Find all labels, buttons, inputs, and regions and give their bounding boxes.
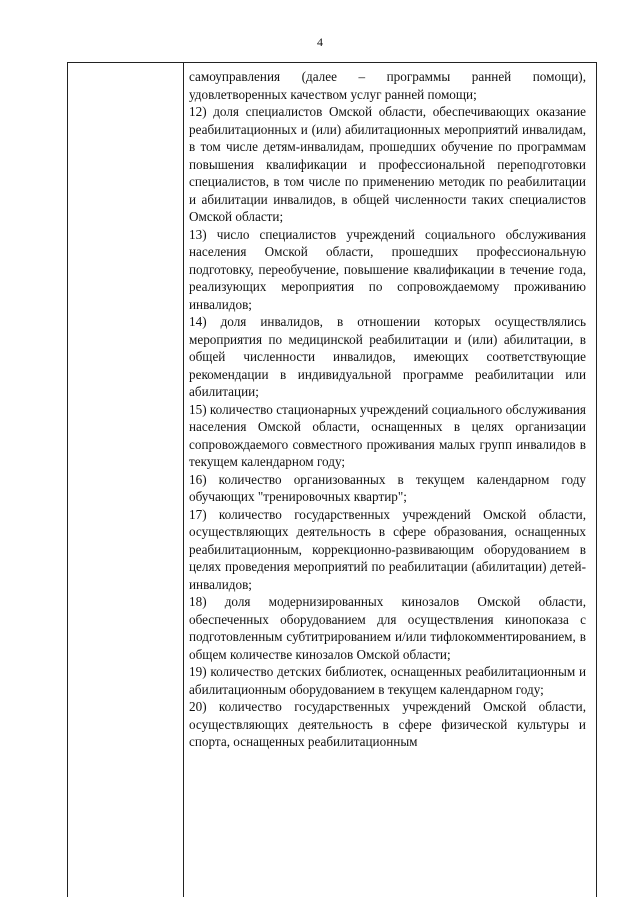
paragraph: 12) доля специалистов Омской области, обеспечивающих оказание реабилитационных и (или) абилитационных мероприятий инвалидам, в том числе детям-инвалидам, прошедших обучение по программам повышения квалификации и профессиональной переподготовки специалистов, в том числе по применению методик по реабилитации и абилитации инвалидов, в общей численности таких специалистов Омской области; — [189, 104, 586, 224]
paragraph: 14) доля инвалидов, в отношении которых осуществлялись мероприятия по медицинской реабилитации и (или) абилитации, в общей численности инвалидов, имеющих соответствующие рекомендации в индивидуальной программе реабилитации или абилитации; — [189, 314, 586, 399]
document-table — [67, 62, 597, 897]
table-left-column — [68, 63, 184, 897]
paragraph: 16) количество организованных в текущем календарном году обучающих "тренировочных квартир"; — [189, 471, 586, 504]
page-number: 4 — [317, 35, 323, 49]
paragraph: самоуправления (далее – программы ранней помощи), удовлетворенных качеством услуг ранней помощи; — [189, 69, 586, 102]
paragraph: 13) число специалистов учреждений социального обслуживания населения Омской области, прошедших профессиональную подготовку, переобучение, повышение квалификации в течение года, реализующих мероприятия по сопровождаемому проживанию инвалидов; — [189, 226, 586, 312]
paragraph: 20) количество государственных учреждений Омской области, осуществляющих деятельность в сфере физической культуры и спорта, оснащенных реабилитационным — [189, 699, 586, 749]
paragraph: 18) доля модернизированных кинозалов Омской области, обеспеченных оборудованием для осуществления кинопоказа с подготовленным субтитрированием и/или тифлокомментированием, в общем количестве кинозалов Омской области; — [189, 594, 586, 662]
paragraph: 17) количество государственных учреждений Омской области, осуществляющих деятельность в сфере образования, оснащенных реабилитационным, коррекционно-развивающим оборудованием в целях проведения мероприятий по реабилитации (абилитации) детей-инвалидов; — [189, 506, 586, 592]
paragraph: 15) количество стационарных учреждений социального обслуживания населения Омской области, оснащенных в целях организации сопровождаемого совместного проживания малых групп инвалидов в текущем календарном году; — [189, 401, 586, 469]
paragraph: 19) количество детских библиотек, оснащенных реабилитационным и абилитационным оборудованием в текущем календарном году; — [189, 664, 586, 697]
table-right-column — [189, 68, 586, 751]
